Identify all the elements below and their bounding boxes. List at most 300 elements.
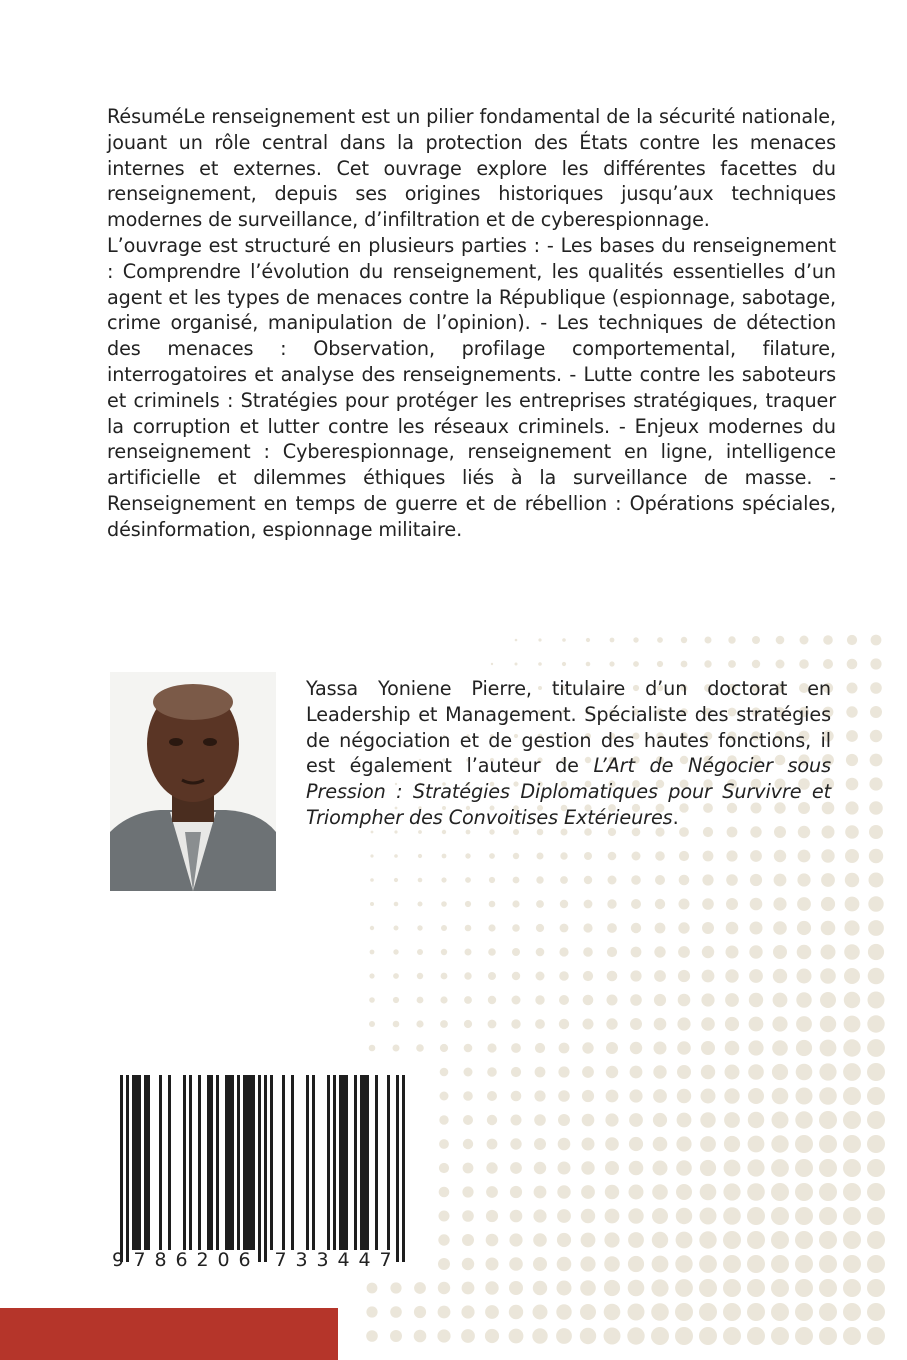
background-dot: [681, 661, 688, 668]
background-dot: [795, 1327, 813, 1345]
background-dot: [726, 850, 737, 861]
background-dot: [798, 850, 811, 863]
barcode-bar: [291, 1075, 294, 1250]
background-dot: [604, 1304, 621, 1321]
background-dot: [653, 1089, 667, 1103]
background-dot: [679, 899, 690, 910]
background-dot: [655, 875, 665, 885]
barcode-bar: [375, 1075, 378, 1250]
background-dot: [725, 1017, 739, 1031]
background-dot: [509, 1233, 522, 1246]
background-dot: [604, 1232, 619, 1247]
barcode-bar: [216, 1075, 219, 1250]
barcode-bar: [354, 1075, 357, 1250]
barcode-digit: 6: [238, 1249, 251, 1270]
background-dot: [440, 996, 447, 1003]
background-dot: [511, 1043, 521, 1053]
background-dot: [867, 1183, 885, 1201]
background-dot: [584, 876, 592, 884]
background-dot: [843, 1327, 861, 1345]
barcode-bar: [270, 1075, 273, 1250]
background-dot: [723, 1327, 741, 1345]
background-dot: [536, 972, 545, 981]
background-dot: [560, 924, 569, 933]
background-dot: [702, 874, 713, 885]
background-dot: [726, 874, 738, 886]
background-dot: [676, 1160, 692, 1176]
background-dot: [700, 1160, 716, 1176]
background-dot: [366, 1330, 378, 1342]
background-dot: [819, 1087, 837, 1105]
background-dot: [462, 1186, 473, 1197]
background-dot: [867, 1279, 885, 1297]
background-dot: [630, 970, 641, 981]
background-dot: [675, 1327, 693, 1345]
background-dot: [747, 1255, 765, 1273]
background-dot: [723, 1255, 741, 1273]
background-dot: [867, 1231, 885, 1249]
background-dot: [557, 1209, 571, 1223]
background-dot: [654, 994, 666, 1006]
background-dot: [630, 1042, 642, 1054]
author-bio-text: Yassa Yoniene Pierre, titulaire d’un doctorat en Leadership et Management. Spécialiste des stratégies de négociation et de gestion des hautes fonctions, il est également l’auteur de: [306, 677, 831, 778]
background-dot: [533, 1281, 547, 1295]
background-dot: [747, 1207, 765, 1225]
background-dot: [771, 1135, 788, 1152]
background-dot: [867, 1087, 885, 1105]
background-dot: [558, 1114, 570, 1126]
background-dot: [559, 995, 569, 1005]
background-dot: [610, 638, 615, 643]
background-dot: [819, 1255, 837, 1273]
background-dot: [465, 877, 471, 883]
background-dot: [605, 1185, 619, 1199]
background-dot: [559, 971, 569, 981]
background-dot: [819, 1303, 837, 1321]
background-dot: [749, 969, 763, 983]
background-dot: [630, 1018, 642, 1030]
background-dot: [417, 973, 423, 979]
background-dot: [796, 1064, 813, 1081]
background-dot: [771, 1231, 789, 1249]
background-dot: [846, 706, 857, 717]
book-summary: [107, 104, 836, 543]
background-dot: [728, 660, 736, 668]
background-dot: [538, 638, 541, 641]
background-dot: [701, 993, 714, 1006]
background-dot: [675, 1255, 692, 1272]
background-dot: [559, 1019, 569, 1029]
background-dot: [486, 1210, 498, 1222]
background-dot: [774, 850, 786, 862]
background-dot: [867, 1159, 885, 1177]
barcode-bar: [402, 1075, 405, 1262]
background-dot: [795, 1111, 812, 1128]
background-dot: [846, 778, 859, 791]
background-dot: [773, 921, 787, 935]
background-dot: [701, 1041, 715, 1055]
background-dot: [819, 1135, 837, 1153]
background-dot: [440, 1020, 448, 1028]
background-dot: [678, 970, 690, 982]
background-dot: [485, 1305, 499, 1319]
background-dot: [723, 1231, 741, 1249]
background-dot: [606, 1018, 617, 1029]
background-dot: [535, 1043, 545, 1053]
background-dot: [370, 878, 374, 882]
background-dot: [795, 1183, 813, 1201]
barcode-bar: [396, 1075, 399, 1262]
background-dot: [583, 1019, 594, 1030]
background-dot: [700, 1208, 717, 1225]
background-dot: [868, 944, 884, 960]
background-dot: [536, 876, 543, 883]
background-dot: [677, 1113, 692, 1128]
background-dot: [628, 1256, 644, 1272]
background-dot: [464, 1068, 473, 1077]
background-dot: [652, 1256, 669, 1273]
background-dot: [511, 1115, 522, 1126]
background-dot: [488, 948, 496, 956]
background-dot: [534, 1138, 546, 1150]
background-dot: [416, 1044, 424, 1052]
background-dot: [509, 1329, 524, 1344]
background-dot: [513, 853, 519, 859]
background-dot: [652, 1208, 668, 1224]
barcode-digit: 9: [112, 1249, 125, 1270]
background-dot: [676, 1208, 692, 1224]
barcode-bar: [264, 1075, 267, 1262]
background-dot: [418, 902, 423, 907]
background-dot: [699, 1303, 717, 1321]
background-dot: [607, 923, 617, 933]
background-dot: [870, 658, 881, 669]
background-dot: [771, 1207, 789, 1225]
background-dot: [772, 1088, 789, 1105]
background-dot: [370, 926, 374, 930]
background-dot: [488, 924, 495, 931]
background-dot: [584, 900, 593, 909]
background-dot: [558, 1066, 569, 1077]
background-dot: [556, 1304, 571, 1319]
background-dot: [604, 1280, 620, 1296]
background-dot: [485, 1281, 498, 1294]
background-dot: [440, 1092, 449, 1101]
background-dot: [606, 1090, 619, 1103]
background-dot: [582, 1138, 595, 1151]
background-dot: [390, 1282, 401, 1293]
background-dot: [702, 970, 715, 983]
background-dot: [512, 900, 519, 907]
background-dot: [463, 1139, 473, 1149]
background-dot: [747, 1279, 765, 1297]
background-dot: [465, 853, 470, 858]
background-dot: [723, 1207, 741, 1225]
background-dot: [511, 1019, 520, 1028]
background-dot: [867, 1111, 885, 1129]
background-dot: [772, 1040, 788, 1056]
background-dot: [369, 1021, 375, 1027]
background-dot: [394, 830, 397, 833]
background-dot: [487, 1139, 498, 1150]
background-dot: [843, 1087, 861, 1105]
background-dot: [844, 944, 860, 960]
barcode-bar: [228, 1075, 231, 1250]
background-dot: [393, 949, 398, 954]
background-dot: [681, 637, 687, 643]
background-dot: [773, 969, 787, 983]
isbn-barcode: [108, 1070, 428, 1270]
background-dot: [583, 971, 593, 981]
background-dot: [843, 1135, 861, 1153]
background-dot: [702, 922, 714, 934]
background-dot: [772, 1064, 788, 1080]
background-dot: [675, 1279, 693, 1297]
background-dot: [393, 973, 399, 979]
background-dot: [393, 997, 399, 1003]
background-dot: [487, 1043, 496, 1052]
background-dot: [677, 1089, 691, 1103]
background-dot: [533, 1305, 548, 1320]
background-dot: [823, 635, 833, 645]
background-dot: [367, 1283, 378, 1294]
background-dot: [537, 853, 544, 860]
background-dot: [556, 1328, 572, 1344]
background-dot: [394, 854, 398, 858]
barcode-digit: 7: [274, 1249, 287, 1270]
background-dot: [437, 1329, 450, 1342]
background-dot: [747, 1183, 765, 1201]
background-dot: [464, 1020, 472, 1028]
background-dot: [583, 923, 592, 932]
background-dot: [370, 854, 373, 857]
background-dot: [557, 1281, 572, 1296]
background-dot: [843, 1303, 861, 1321]
background-dot: [867, 1327, 885, 1345]
background-dot: [580, 1280, 596, 1296]
background-dot: [533, 1257, 547, 1271]
background-dot: [558, 1090, 570, 1102]
background-dot: [772, 1016, 787, 1031]
background-dot: [557, 1185, 570, 1198]
barcode-bar: [183, 1075, 186, 1250]
background-dot: [604, 1328, 621, 1345]
background-dot: [847, 683, 858, 694]
barcode-digit: 3: [316, 1249, 329, 1270]
background-dot: [631, 875, 641, 885]
background-dot: [867, 1303, 885, 1321]
barcode-bar: [387, 1075, 390, 1250]
barcode-bar: [147, 1075, 150, 1250]
background-dot: [869, 777, 882, 790]
background-dot: [394, 926, 399, 931]
background-dot: [726, 898, 738, 910]
background-dot: [510, 1210, 523, 1223]
background-dot: [795, 1159, 813, 1177]
barcode-bar: [345, 1075, 348, 1250]
background-dot: [465, 925, 472, 932]
barcode-bar: [168, 1075, 171, 1250]
barcode-bar: [339, 1075, 342, 1250]
background-dot: [605, 1113, 618, 1126]
background-dot: [488, 996, 496, 1004]
background-dot: [679, 851, 689, 861]
barcode-bar: [327, 1075, 330, 1250]
background-dot: [629, 1113, 643, 1127]
background-dot: [748, 1064, 764, 1080]
background-dot: [631, 899, 641, 909]
background-dot: [628, 1232, 644, 1248]
background-dot: [771, 1255, 789, 1273]
background-dot: [536, 948, 545, 957]
background-dot: [870, 706, 882, 718]
background-dot: [628, 1304, 645, 1321]
barcode-bar: [135, 1075, 138, 1250]
background-dot: [462, 1282, 475, 1295]
background-dot: [489, 901, 496, 908]
background-dot: [846, 754, 858, 766]
background-dot: [800, 636, 809, 645]
background-dot: [797, 969, 812, 984]
background-dot: [510, 1186, 522, 1198]
background-dot: [868, 992, 885, 1009]
barcode-bar: [207, 1075, 210, 1250]
background-dot: [370, 902, 374, 906]
barcode-bar: [144, 1075, 147, 1250]
background-dot: [653, 1065, 666, 1078]
barcode-digit: 4: [337, 1249, 350, 1270]
background-dot: [485, 1329, 499, 1343]
background-dot: [393, 1021, 400, 1028]
background-dot: [675, 1303, 693, 1321]
background-dot: [699, 1327, 717, 1345]
background-dot: [657, 661, 663, 667]
background-dot: [795, 1279, 813, 1297]
background-dot: [796, 1088, 813, 1105]
background-dot: [771, 1159, 789, 1177]
background-dot: [442, 854, 447, 859]
background-dot: [512, 996, 521, 1005]
background-dot: [821, 921, 836, 936]
background-dot: [463, 1163, 474, 1174]
background-dot: [628, 1208, 643, 1223]
background-dot: [584, 852, 592, 860]
background-dot: [441, 925, 447, 931]
background-dot: [535, 995, 544, 1004]
background-dot: [652, 1184, 668, 1200]
background-dot: [390, 1330, 402, 1342]
background-dot: [797, 921, 811, 935]
background-dot: [605, 1209, 620, 1224]
background-dot: [441, 973, 448, 980]
summary-paragraph: L’ouvrage est structuré en plusieurs parties : - Les bases du renseignement : Comprendre l’évolution du renseignement, les qualités essentielles d’un agent et les types de menaces contre la République (espionnage, sabotage, crime organisé, manipulation de l’opinion). - Les techniques de détection des menaces : Observation, profilage comportemental, filature, interrogatoires et analyse des renseignements. - Lutte contre les saboteurs et criminels : Stratégies pour protéger les entreprises stratégiques, traquer la corruption et lutter contre les réseaux criminels. - Enjeux modernes du renseignement : Cyberespionnage, renseignement en ligne, intelligence artificielle et dilemmes éthiques liés à la surveillance de masse. - Renseignement en temps de guerre et de rébellion : Opérations spéciales, désinformation, espionnage militaire.: [107, 233, 836, 541]
background-dot: [677, 1065, 691, 1079]
background-dot: [560, 876, 568, 884]
background-dot: [557, 1257, 572, 1272]
barcode-bar: [132, 1075, 135, 1250]
barcode-bar: [138, 1075, 141, 1250]
background-dot: [390, 1306, 402, 1318]
background-dot: [845, 825, 859, 839]
background-dot: [819, 1327, 837, 1345]
background-dot: [606, 1066, 618, 1078]
background-dot: [535, 1019, 545, 1029]
background-dot: [747, 1231, 765, 1249]
background-dot: [560, 852, 567, 859]
background-dot: [486, 1258, 499, 1271]
background-dot: [629, 1185, 644, 1200]
background-dot: [486, 1234, 499, 1247]
barcode-bar: [333, 1075, 336, 1250]
background-dot: [652, 1232, 668, 1248]
author-photo: [110, 672, 276, 891]
background-dot: [844, 1016, 861, 1033]
barcode-bar: [189, 1075, 192, 1250]
background-dot: [370, 950, 375, 955]
background-dot: [439, 1211, 450, 1222]
background-dot: [631, 947, 642, 958]
background-dot: [748, 1040, 763, 1055]
background-dot: [654, 1042, 667, 1055]
background-dot: [586, 638, 590, 642]
background-dot: [724, 1160, 741, 1177]
barcode-bar: [252, 1075, 255, 1250]
background-dot: [843, 1231, 861, 1249]
background-dot: [653, 1137, 668, 1152]
background-dot: [633, 661, 639, 667]
background-dot: [819, 1183, 837, 1201]
background-dot: [723, 1183, 740, 1200]
background-dot: [511, 1091, 522, 1102]
background-dot: [869, 849, 883, 863]
background-dot: [535, 1067, 546, 1078]
background-dot: [491, 663, 493, 665]
background-dot: [676, 1184, 692, 1200]
other-book-title: L’Art de Négocier sous Pression : Stratégies Diplomatiques pour Survivre et Triompher des Convoitises Extérieures: [306, 754, 831, 829]
background-dot: [534, 1162, 546, 1174]
barcode-bar: [282, 1075, 285, 1250]
background-dot: [820, 992, 836, 1008]
background-dot: [511, 1067, 521, 1077]
barcode-bar: [159, 1075, 162, 1250]
background-dot: [867, 1015, 884, 1032]
background-dot: [748, 1088, 764, 1104]
background-dot: [845, 873, 859, 887]
background-dot: [724, 1088, 739, 1103]
background-dot: [869, 825, 883, 839]
background-dot: [509, 1257, 523, 1271]
background-dot: [558, 1162, 571, 1175]
background-dot: [417, 925, 422, 930]
background-dot: [536, 924, 544, 932]
background-dot: [654, 946, 665, 957]
background-dot: [705, 637, 712, 644]
background-dot: [725, 1041, 740, 1056]
background-dot: [441, 901, 447, 907]
background-dot: [678, 994, 691, 1007]
background-dot: [632, 852, 641, 861]
background-dot: [464, 1044, 473, 1053]
background-dot: [533, 1209, 546, 1222]
background-dot: [867, 1135, 885, 1153]
background-dot: [701, 1089, 716, 1104]
background-dot: [605, 1137, 619, 1151]
background-dot: [515, 663, 518, 666]
background-dot: [581, 1161, 594, 1174]
background-dot: [606, 1042, 618, 1054]
background-dot: [750, 850, 762, 862]
background-dot: [440, 1068, 449, 1077]
